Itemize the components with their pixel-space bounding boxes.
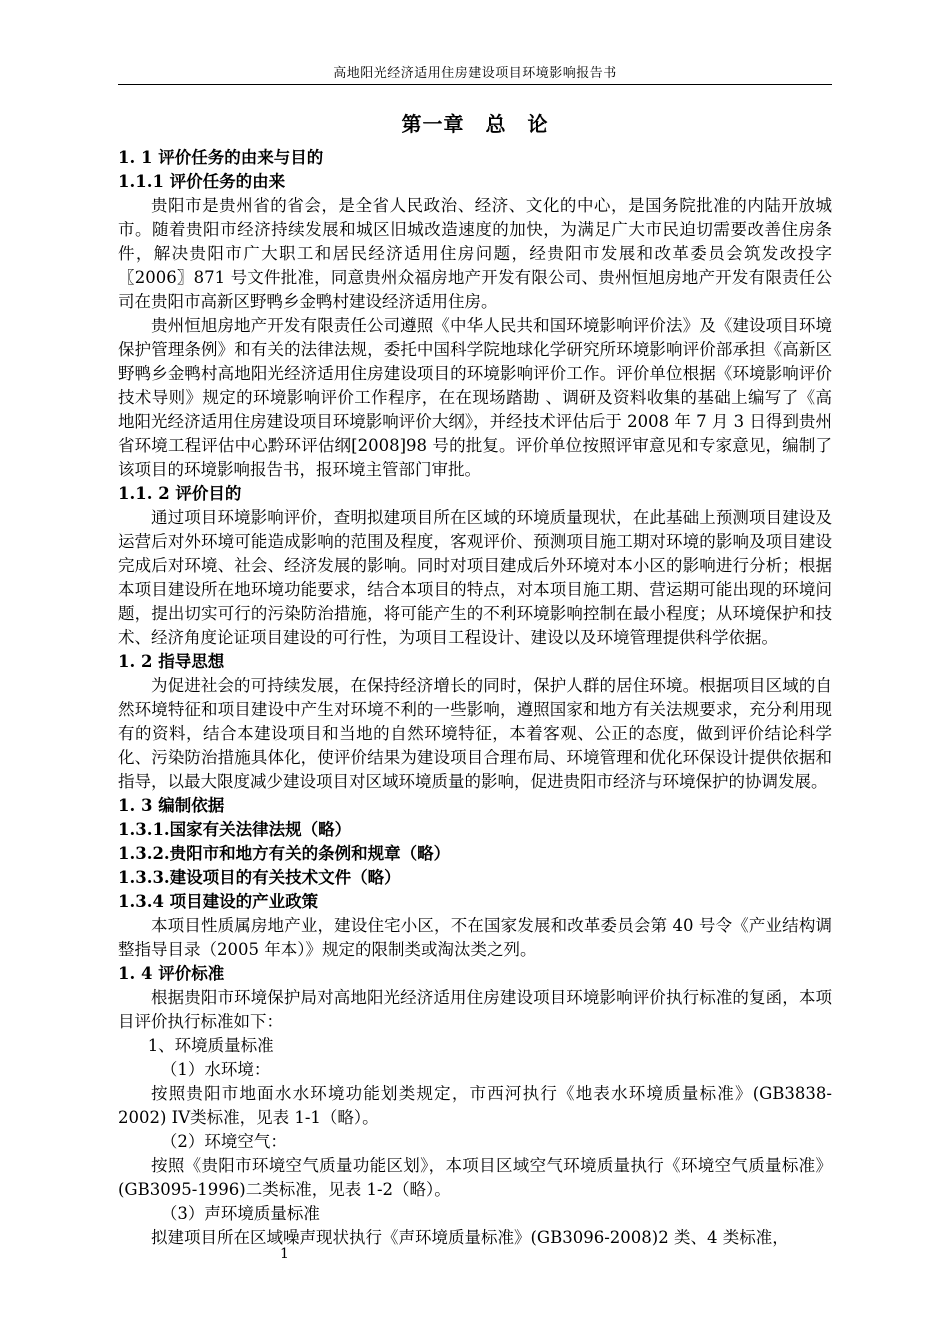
- section-heading-1-3: 1. 3 编制依据: [118, 796, 225, 815]
- header-rule: [118, 84, 832, 85]
- paragraph-guiding-idea: 为促进社会的可持续发展，在保持经济增长的同时，保护人群的居住环境。根据项目区域的自然环境特征和项目建设中产生对环境不利的一些影响，遵照国家和地方有关法规要求，充分利用现有的资料，结合本建设项目和当地的自然环境特征，本着客观、公正的态度，做到评价结论科学化、污染防治措施具体化，使评价结果为建设项目合理布局、环境管理和优化环保设计提供依据和指导，以最大限度减少建设项目对区域环境质量的影响，促进贵阳市经济与环境保护的协调发展。: [118, 676, 832, 791]
- running-header: 高地阳光经济适用住房建设项目环境影响报告书: [333, 66, 617, 81]
- list-item-noise: （3）声环境质量标准: [160, 1204, 320, 1223]
- page-number: 1: [280, 1246, 289, 1262]
- paragraph-origin-1: 贵阳市是贵州省的省会，是全省人民政治、经济、文化的中心，是国务院批准的内陆开放城市。随着贵阳市经济持续发展和城区旧城改造速度的加快，为满足广大市民迫切需要改善住房条件，解决贵阳市广大职工和居民经济适用住房问题，经贵阳市发展和改革委员会筑发改投字〖2006〗871 号文件批准，同意贵州众福房地产开发有限公司、贵州恒旭房地产开发有限责任公司在贵阳市高新区野鸭乡金鸭村建设经济适用住房。: [118, 196, 832, 311]
- section-heading-1-3-4: 1.3.4 项目建设的产业政策: [118, 892, 319, 911]
- section-heading-1-3-1: 1.3.1.国家有关法律法规（略）: [118, 820, 352, 839]
- paragraph-origin-2: 贵州恒旭房地产开发有限责任公司遵照《中华人民共和国环境影响评价法》及《建设项目环境保护管理条例》和有关的法律法规，委托中国科学院地球化学研究所环境影响评价部承担《高新区野鸭乡金鸭村高地阳光经济适用住房建设项目的环境影响评价工作。评价单位根据《环境影响评价技术导则》规定的环境影响评价工作程序，在在现场踏勘 、调研及资料收集的基础上编写了《高地阳光经济适用住房建设项目环境影响评价大纲》，并经技术评估后于 2008 年 7 月 3 日得到贵州省环境工程评估中心黔环评估纲[2008]98 号的批复。评价单位按照评审意见和专家意见，编制了该项目的环境影响报告书，报环境主管部门审批。: [118, 316, 832, 479]
- section-heading-1-1-1: 1.1.1 评价任务的由来: [118, 172, 286, 191]
- section-heading-1-1-2: 1.1. 2 评价目的: [118, 484, 242, 503]
- paragraph-industrial-policy: 本项目性质属房地产业，建设住宅小区，不在国家发展和改革委员会第 40 号令《产业结构调整指导目录（2005 年本）》规定的限制类或淘汰类之列。: [118, 916, 832, 959]
- section-heading-1-3-3: 1.3.3.建设项目的有关技术文件（略）: [118, 868, 401, 887]
- paragraph-noise: 拟建项目所在区域噪声现状执行《声环境质量标准》(GB3096-2008)2 类、4 类标准，: [151, 1228, 789, 1247]
- section-heading-1-4: 1. 4 评价标准: [118, 964, 225, 983]
- paragraph-standards-intro: 根据贵阳市环境保护局对高地阳光经济适用住房建设项目环境影响评价执行标准的复函，本项目评价执行标准如下：: [118, 988, 832, 1031]
- list-item-water: （1）水环境：: [160, 1060, 271, 1079]
- chapter-title: 第一章 总 论: [401, 112, 549, 136]
- list-item-env-quality: 1、环境质量标准: [147, 1036, 274, 1055]
- document-body: [118, 108, 832, 1250]
- paragraph-air: 按照《贵阳市环境空气质量功能区划》，本项目区域空气环境质量执行《环境空气质量标准》(GB3095-1996)二类标准，见表 1-2（略）。: [118, 1156, 832, 1199]
- section-heading-1-2: 1. 2 指导思想: [118, 652, 225, 671]
- list-item-air: （2）环境空气：: [160, 1132, 287, 1151]
- paragraph-water: 按照贵阳市地面水水环境功能划类规定，市西河执行《地表水环境质量标准》(GB3838-2002) IV类标准，见表 1-1（略）。: [118, 1084, 832, 1127]
- paragraph-purpose: 通过项目环境影响评价，查明拟建项目所在区域的环境质量现状，在此基础上预测项目建设及运营后对外环境可能造成影响的范围及程度，客观评价、预测项目施工期对环境的影响及项目建设完成后对环境、社会、经济发展的影响。同时对项目建成后外环境对本小区的影响进行分析；根据本项目建设所在地环境功能要求，结合本项目的特点，对本项目施工期、营运期可能出现的环境问题，提出切实可行的污染防治措施，将可能产生的不利环境影响控制在最小程度；从环境保护和技术、经济角度论证项目建设的可行性，为项目工程设计、建设以及环境管理提供科学依据。: [118, 508, 832, 647]
- section-heading-1-3-2: 1.3.2.贵阳市和地方有关的条例和规章（略）: [118, 844, 451, 863]
- section-heading-1-1: 1. 1 评价任务的由来与目的: [118, 148, 324, 167]
